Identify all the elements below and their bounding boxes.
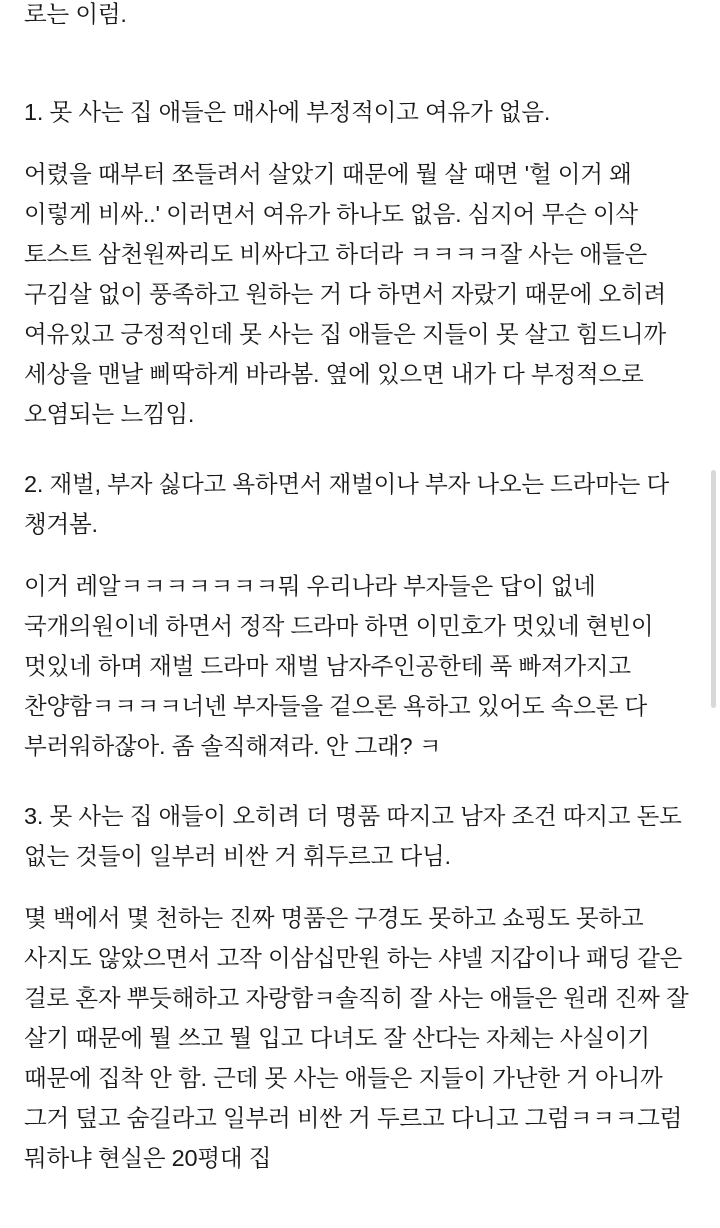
paragraph-item-1-heading: 1. 못 사는 집 애들은 매사에 부정적이고 여유가 없음. [24, 99, 551, 125]
paragraph-item-3-heading: 3. 못 사는 집 애들이 오히려 더 명품 따지고 남자 조건 따지고 돈도 없는 것들이 일부러 비싼 거 휘두르고 다님. [24, 803, 682, 869]
paragraph-item-1-body: 어렸을 때부터 쪼들려서 살았기 때문에 뭘 살 때면 '헐 이거 왜 이렇게 비싸..' 이러면서 여유가 하나도 없음. 심지어 무슨 이삭 토스트 삼천원짜리도 비싸다고 하더라 ㅋㅋㅋㅋ잘 사는 애들은 구김살 없이 풍족하고 원하는 거 다 하면서 자랐기 때문에 오히려 여유있고 긍정적인데 못 사는 집 애들은 지들이 못 살고 힘드니까 세상을 맨날 삐딱하게 바라봄. 옆에 있으면 내가 다 부정적으로 오염되는 느낌임. [24, 161, 666, 427]
paragraph-intro-fragment: 로는 이럼. [24, 1, 127, 27]
spacer [24, 766, 696, 796]
spacer [24, 434, 696, 464]
paragraph-item-2-body: 이거 레알ㅋㅋㅋㅋㅋㅋㅋ뭐 우리나라 부자들은 답이 없네 국개의원이네 하면서 정작 드라마 하면 이민호가 멋있네 현빈이 멋있네 하며 재벌 드라마 재벌 남자주인공한테 푹 빠져가지고 찬양함ㅋㅋㅋㅋ너넨 부자들을 겉으론 욕하고 있어도 속으론 다 부러워하잖아. 좀 솔직해져라. 안 그래? ㅋ [24, 573, 654, 759]
scrollbar-thumb[interactable] [711, 470, 716, 708]
spacer [24, 876, 696, 898]
paragraph-item-2-heading: 2. 재벌, 부자 싫다고 욕하면서 재벌이나 부자 나오는 드라마는 다 챙겨봄. [24, 471, 670, 537]
scrollbar-track[interactable] [712, 232, 718, 470]
spacer [24, 544, 696, 566]
spacer [24, 132, 696, 154]
paragraph-item-3-body: 몇 백에서 몇 천하는 진짜 명품은 구경도 못하고 쇼핑도 못하고 사지도 않았으면서 고작 이삼십만원 하는 샤넬 지갑이나 패딩 같은 걸로 혼자 뿌듯해하고 자랑함ㅋ솔직히 잘 사는 애들은 원래 진짜 잘 살기 때문에 뭘 쓰고 뭘 입고 다녀도 잘 산다는 자체는 사실이기 때문에 집착 안 함. 근데 못 사는 애들은 지들이 가난한 거 아니까 그거 덮고 숨길라고 일부러 비싼 거 두르고 다니고 그럼ㅋㅋㅋ그럼 뭐하냐 현실은 20평대 집 [24, 905, 689, 1171]
spacer [24, 34, 696, 92]
